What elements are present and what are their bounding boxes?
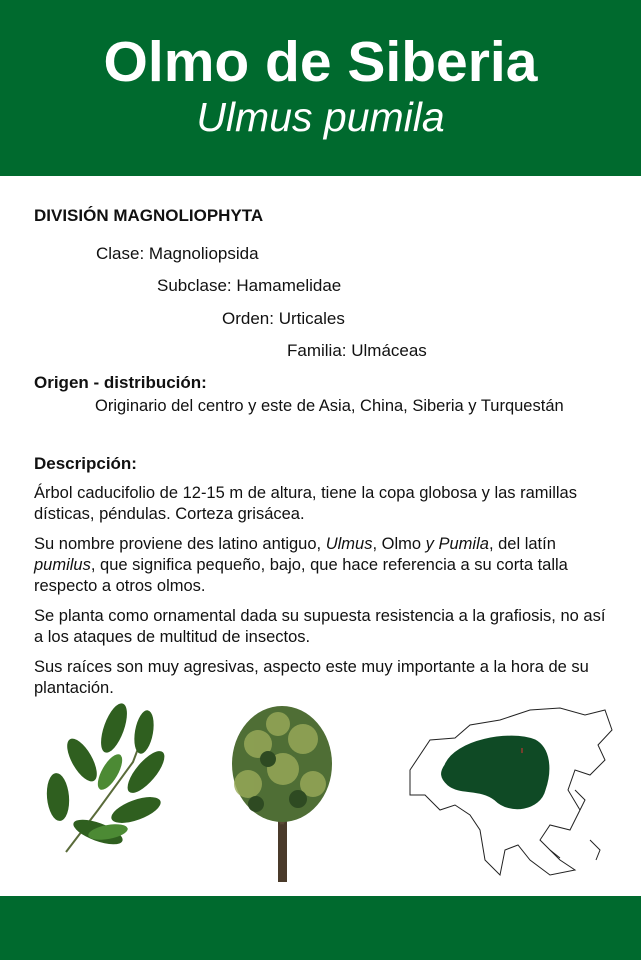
taxonomy-orden: Orden: Urticales: [222, 309, 345, 328]
origen-section: [34, 372, 606, 417]
origen-text: Originario del centro y este de Asia, China, Siberia y Turquestán: [95, 397, 564, 415]
distribution-map: [400, 700, 620, 885]
descripcion-section: [34, 453, 608, 699]
latin-term: y Pumila: [425, 535, 489, 553]
descripcion-paragraph-3: Se planta como ornamental dada su supuesta resistencia a la grafiosis, no así a los ataques de multitud de insectos.: [34, 607, 606, 646]
text-run: , que significa pequeño, bajo, que hace referencia a su corta talla respecto a otros olmos.: [34, 556, 568, 595]
content-area: [34, 205, 606, 227]
footer-band: [0, 896, 641, 960]
scientific-name: Ulmus pumila: [196, 94, 445, 140]
latin-term: pumilus: [34, 556, 91, 574]
text-run: , Olmo: [372, 535, 426, 553]
descripcion-paragraph-1: Árbol caducifolio de 12-15 m de altura, tiene la copa globosa y las ramillas dísticas, péndulas. Corteza grisácea.: [34, 484, 577, 523]
taxonomy-clase: Clase: Magnoliopsida: [96, 244, 259, 263]
origen-heading: Origen - distribución:: [34, 373, 207, 392]
tree-image: [218, 704, 348, 884]
descripcion-paragraph-2: [34, 534, 608, 597]
taxonomy-familia: Familia: Ulmáceas: [287, 341, 427, 360]
text-run: , del latín: [488, 535, 556, 553]
leaf-branch-image: [38, 702, 168, 862]
descripcion-heading: Descripción:: [34, 454, 137, 473]
header-banner: [0, 0, 641, 176]
illustrations-row: [0, 700, 641, 890]
latin-term: Ulmus: [325, 535, 373, 553]
taxonomy-subclase: Subclase: Hamamelidae: [157, 276, 342, 295]
page-title: Olmo de Siberia: [103, 30, 538, 94]
descripcion-paragraph-4: Sus raíces son muy agresivas, aspecto este muy importante a la hora de su plantación.: [34, 658, 589, 697]
division-heading: DIVISIÓN MAGNOLIOPHYTA: [34, 206, 264, 225]
text-run: Su nombre proviene des latino antiguo,: [34, 535, 326, 553]
